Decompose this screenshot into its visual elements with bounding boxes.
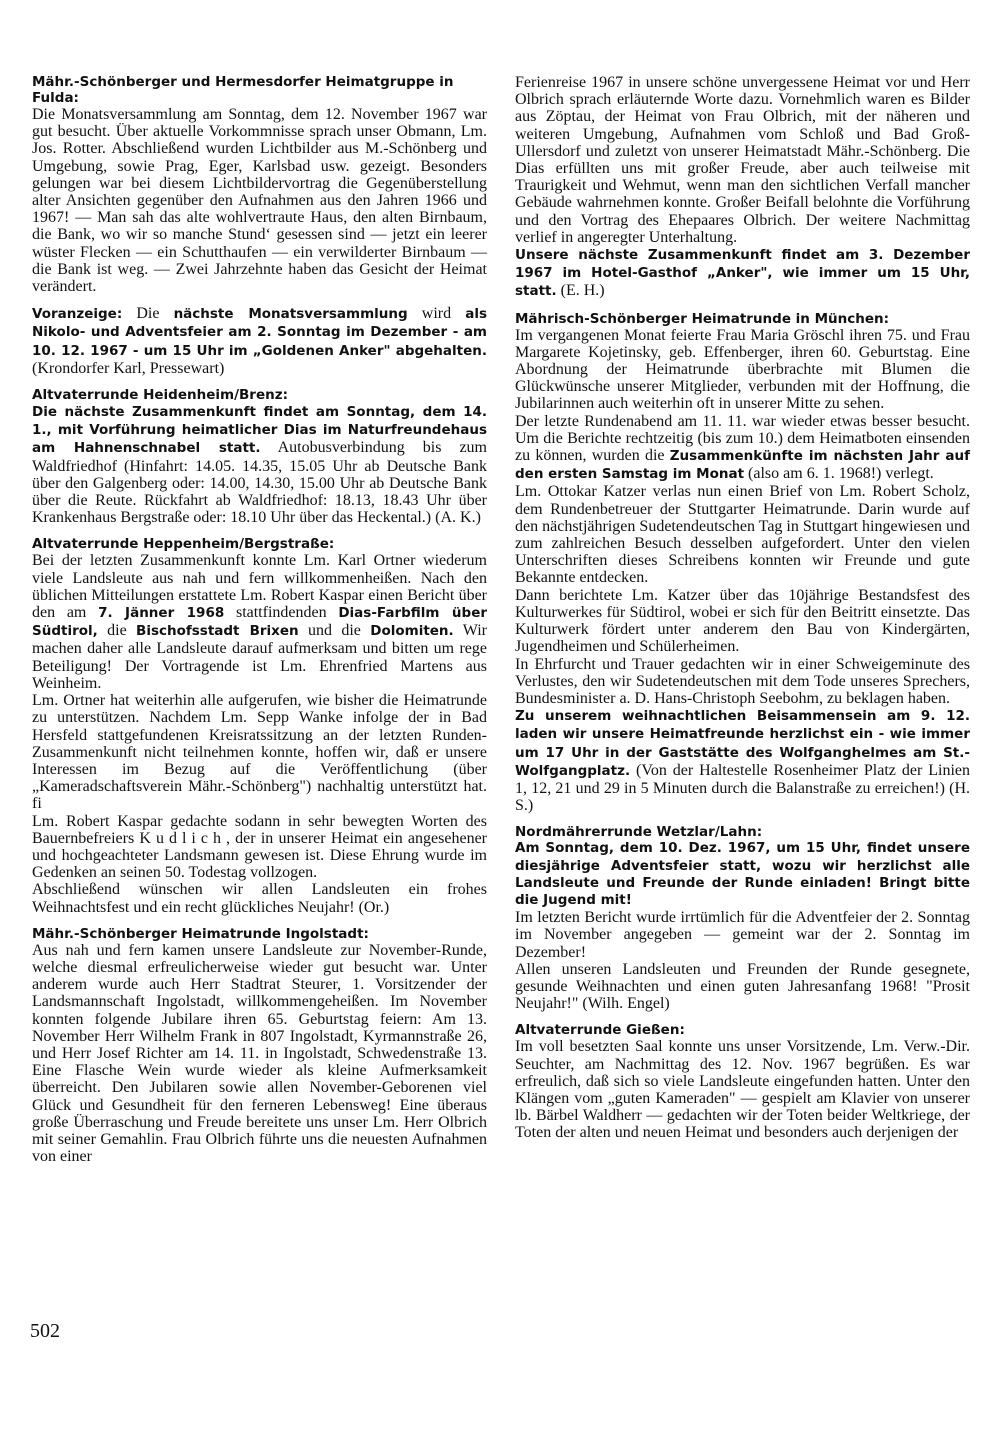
heppenheim-p1-text-5: Wir machen daher alle Landsleute darauf aufmerksam und bitten um rege Beteiligung! Der Vortragende ist Lm. Ehrenfried Martens aus Weinheim. [32,622,487,692]
ingolstadt-continued-paragraph: Ferienreise 1967 in unsere schöne unvergessene Heimat vor und Herr Olbrich sprach erläuternde Worte dazu. Vornehmlich waren es Bilder aus Zöptau, der Heimat von Frau Olbrich, mit der näheren und weiteren Umgebung, Aufnahmen vom Schloß und Bad Groß-Ullersdorf und zuletzt von unserer Heimatstadt Mähr.-Schönberg. Die Dias erfüllten uns mit großer Freude, aber auch teilweise mit Traurigkeit und Wehmut, wenn man den sichtlichen Verfall mancher Gebäude wahrnehmen konnte. Großer Beifall belohnte die Vorführung und den Vortrag des Ehepaares Olbrich. Der weitere Nachmittag verlief in angeregter Unterhaltung. [515,74,970,246]
ingolstadt-credit: (E. H.) [556,282,605,300]
muenchen-paragraph-4: Dann berichtete Lm. Katzer über das 10jährige Bestandsfest des Kulturwerkes für Südtirol, wobei er sich für den Beitritt einsetzte. Das Kulturwerk fördert unter anderem den Bau von Kindergärten, Jugendheimen und Schülerheimen. [515,586,970,656]
heppenheim-paragraph-1 [32,552,487,692]
wetzlar-paragraph-2: Im letzten Bericht wurde irrtümlich für die Adventfeier der 2. Sonntag im November angegeben — gemeint war der 2. Sonntag im Dezember! [515,909,970,961]
heppenheim-p3-text-1: Lm. Robert Kaspar gedachte sodann in sehr bewegten Worten des Bauernbefreiers [32,812,487,847]
right-column [515,74,970,1142]
muenchen-paragraph-2 [515,413,970,484]
heidenheim-paragraph-1 [32,403,487,526]
heidenheim-bold: Die nächste Zusammenkunft findet am Sonntag, dem 14. 1., mit Vorführung heimatlicher Dias im Naturfreundehaus am Hahnenschnabel statt. [32,404,487,457]
fulda-p2-credit: (Krondorfer Karl, Pressewart) [32,359,225,377]
ingolstadt-paragraph-1: Aus nah und fern kamen unsere Landsleute zur November-Runde, welche diesmal erfreulicherweise wieder gut besucht war. Unter anderem wurde auch Herr Stadtrat Steurer, 1. Vorsitzender der Landsmannschaft Ingolstadt, willkommengeheißen. Im November konnten folgende Jubilare ihren 65. Geburtstag feiern: Am 13. November Herr Wilhelm Frank in 807 Ingolstadt, Kyrmannstraße 26, und Herr Josef Richter am 14. 11. in Ingolstadt, Schwedenstraße 13. Eine Flasche Wein wurde wieder als kleine Aufmerksamkeit überreicht. Den Jubilaren sowie allen November-Geborenen viel Glück und Gesundheit für den ferneren Lebensweg! Eine überaus große Überraschung und Freude bereitete uns unser Lm. Herr Olbrich mit seiner Gemahlin. Frau Olbrich führte uns die neuesten Aufnahmen von einer [32,941,487,1166]
muenchen-p6-text: (Von der Haltestelle Rosenheimer Platz der Linien 1, 12, 21 und 29 in 5 Minuten durch die Balanstraße zu erreichen!) (H. S.) [515,761,970,815]
muenchen-paragraph-1: Im vergangenen Monat feierte Frau Maria Gröschl ihren 75. und Frau Margarete Kojetinsky, geb. Effenberger, ihren 60. Geburtstag. Eine Abordnung der Heimatrunde überbrachte mit Blumen die Glückwünsche unserer Mitglieder, verbunden mit der Hoffnung, die Jubilarinnen auch weiterhin oft in unserer Mitte zu sehen. [515,326,970,413]
heppenheim-p1-text-1: Bei der letzten Zusammenkunft konnte Lm. Karl Ortner wiederum viele Landsleute aus nah und fern willkommenheißen. Nach den üblichen Mitteilungen erstattete Lm. Robert Kaspar einen Bericht über den am [32,552,487,622]
giessen-paragraph-1: Im voll besetzten Saal konnte uns unser Vorsitzende, Lm. Verw.-Dir. Seuchter, am Nachmittag des 12. Nov. 1967 begrüßen. Es war erfreulich, daß sich so viele Landsleute eingefunden hatten. Unter den Klängen vom „guten Kameraden" — gespielt am Klavier von unserer lb. Bärbel Waldherr — gedachten wir der Toten beider Weltkriege, der Toten der alten und neuen Heimat und besonders auch derjenigen der [515,1038,970,1142]
section-heading-heppenheim: Altvaterrunde Heppenheim/Bergstraße: [32,536,335,553]
muenchen-paragraph-5: In Ehrfurcht und Trauer gedachten wir in einer Schweigeminute des Verlustes, den wir Sudetendeutschen mit dem Tode unseres Sprechers, Bundesminister a. D. Hans-Christoph Seebohm, zu beklagen haben. [515,655,970,707]
heppenheim-p3-text-2: , der in unserer Heimat ein angesehener und hochgeachteter Landsmann gewesen ist. Diese Ehrung wurde im Gedenken an seinen 50. Todestag vollzogen. [32,829,487,882]
ingolstadt-next-meeting-bold: Unsere nächste Zusammenkunft findet am 3. Dezember 1967 im Hotel-Gasthof „Anker", wie immer um 15 Uhr, statt. [515,247,970,300]
fulda-p2-text-1: Die [122,305,174,323]
section-heading-wetzlar: Nordmährerrunde Wetzlar/Lahn: [515,824,763,841]
heppenheim-paragraph-3 [32,813,487,882]
heppenheim-p1-text-4: und die [298,622,371,640]
heppenheim-p3-spaced-name: Kudlich [139,829,226,847]
section-heading-ingolstadt: Mähr.-Schönberger Heimatrunde Ingolstadt: [32,925,369,942]
muenchen-p2-bold: Zusammenkünfte im nächsten Jahr auf den ersten Samstag im Monat [515,448,970,483]
heidenheim-text: Autobusverbindung bis zum Waldfriedhof (Hinfahrt: 14.05. 14.35, 15.05 Uhr ab Deutsche Bank über den Galgenberg oder: 14.00, 14.30, 15.00 Uhr ab Deutsche Bank über die Reute. Rückfahrt ab Waldfriedhof: 18.13, 18.43 Uhr über Krankenhaus Bergstraße oder: 18.10 Uhr über das Heckental.) (A. K.) [32,439,487,527]
page-number: 502 [30,1320,60,1342]
heppenheim-p1-bold-4: Dolomiten. [370,623,454,640]
muenchen-p2-text-1: Der letzte Rundenabend am 11. 11. war wieder etwas besser besucht. Um die Berichte rechtzeitig (bis zum 10.) dem Heimatboten einsenden zu können, wurden die [515,412,970,465]
section-heading-heidenheim: Altvaterrunde Heidenheim/Brenz: [32,387,288,404]
heppenheim-paragraph-4: Abschließend wünschen wir allen Landsleuten ein frohes Weihnachtsfest und ein recht glückliches Neujahr! (Or.) [32,881,487,916]
heppenheim-p1-text-3: die [97,622,137,640]
fulda-p2-bold-2: als Nikolo- und Adventsfeier am 2. Sonntag im Dezember - am 10. 12. 1967 - um 15 Uhr im „Goldenen Anker" abgehalten. [32,306,487,359]
heppenheim-p1-bold-1: 7. Jänner 1968 [98,605,225,622]
muenchen-p6-bold: Zu unserem weihnachtlichen Beisammensein am 9. 12. laden wir unsere Heimatfreunde herzlichst ein - wie immer um 17 Uhr in der Gaststätte des Wolfganghelmes am St.-Wolfgangplatz. [515,708,970,779]
section-heading-muenchen: Mährisch-Schönberger Heimatrunde in München: [515,310,890,327]
fulda-paragraph-2 [32,305,487,377]
heppenheim-p1-text-2: stattfindenden [224,604,339,622]
ingolstadt-next-meeting [515,246,970,301]
voranzeige-label: Voranzeige: [32,306,123,323]
left-column [32,74,487,1165]
fulda-paragraph-1: Die Monatsversammlung am Sonntag, dem 12. November 1967 war gut besucht. Über aktuelle Vorkommnisse sprach unser Obmann, Lm. Jos. Rotter. Abschließend wurden Lichtbilder aus M.-Schönberg und Umgebung, sowie Prag, Eger, Karlsbad usw. gezeigt. Besonders gelungen war bei diesem Lichtbildervortrag die Gegenüberstellung alter Ansichten gegenüber den Aufnahmen aus den Jahren 1966 und 1967! — Man sah das alte wohlvertraute Haus, den alten Birnbaum, die Bank, wo wir so manche Stund‘ gesessen sind — jetzt ein leerer wüster Flecken — ein Schutthaufen — ein verwilderter Birnbaum — die Bank ist weg. — Zwei Jahrzehnte haben das Gesicht der Heimat verändert. [32,106,487,296]
fulda-p2-text-2: wird [407,305,466,323]
muenchen-paragraph-3: Lm. Ottokar Katzer verlas nun einen Brief von Lm. Robert Scholz, dem Rundenbetreuer der Stuttgarter Heimatrunde. Darin wurde auf den nächstjährigen Sudetendeutschen Tag in Stuttgart hingewiesen und zum zahlreichen Besuch desselben aufgefordert. Unter den vielen Unterschriften dieses Schreibens konnten wir Freunde und gute Bekannte entdecken. [515,483,970,587]
heppenheim-p1-bold-2: Dias-Farbfilm über Südtirol, [32,605,488,640]
muenchen-paragraph-6 [515,707,970,814]
section-heading-fulda: Mähr.-Schönberger und Hermesdorfer Heimatgruppe in Fulda: [32,74,454,106]
wetzlar-paragraph-3: Allen unseren Landsleuten und Freunden der Runde gesegnete, gesunde Weihnachten und einen guten Jahresanfang 1968! "Prosit Neujahr!" (Wilh. Engel) [515,960,970,1013]
heppenheim-paragraph-2: Lm. Ortner hat weiterhin alle aufgerufen, wie bisher die Heimatrunde zu unterstützen. Nachdem Lm. Sepp Wanke infolge der in Bad Hersfeld stattgefundenen Kreisratssitzung an der letzten Runden-Zusammenkunft nicht teilnehmen konnte, hoffen wir, daß er unsere Interessen im Bezug auf die Veröffentlichung (über „Kameradschaftsverein Mähr.-Schönberg") nachhaltig unterstützt hat. fi [32,692,487,813]
section-heading-giessen: Altvaterrunde Gießen: [515,1022,685,1039]
heppenheim-p1-bold-3: Bischofsstadt Brixen [136,623,299,640]
muenchen-p2-text-2: (also am 6. 1. 1968!) verlegt. [744,465,934,483]
fulda-p2-bold-1: nächste Monatsversammlung [173,306,408,323]
wetzlar-paragraph-1: Am Sonntag, dem 10. Dez. 1967, um 15 Uhr, findet unsere diesjährige Adventsfeier statt, wozu wir herzlichst alle Landsleute und Freunde der Runde einladen! Bringt bitte die Jugend mit! [515,840,970,908]
